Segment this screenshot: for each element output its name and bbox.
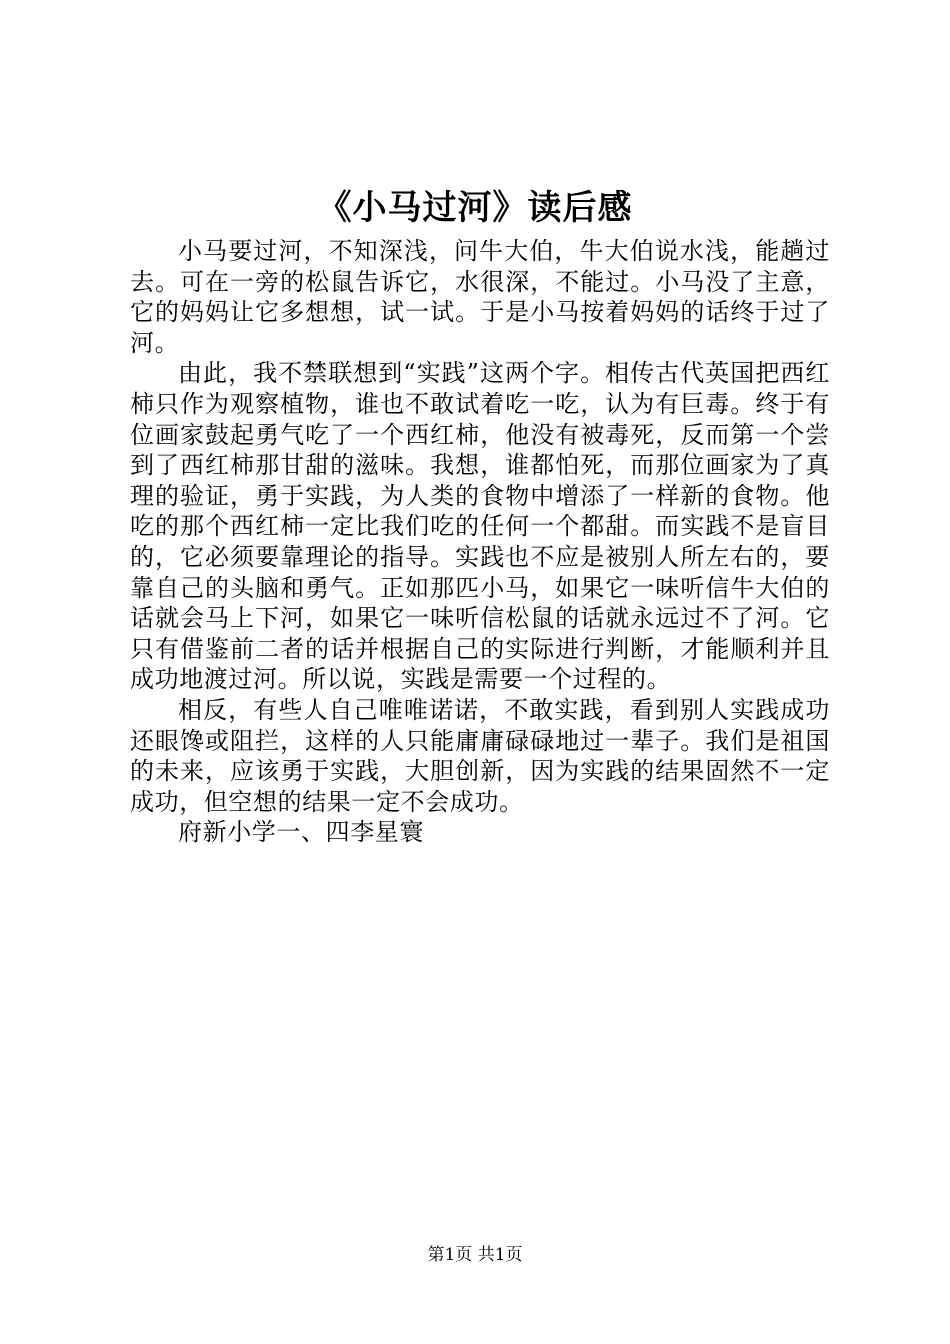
document-body (130, 236, 830, 848)
paragraph-1: 小马要过河，不知深浅，问牛大伯，牛大伯说水浅，能趟过去。可在一旁的松鼠告诉它，水很深，不能过。小马没了主意，它的妈妈让它多想想，试一试。于是小马按着妈妈的话终于过了河。 (130, 237, 830, 357)
paragraph-3: 相反，有些人自己唯唯诺诺，不敢实践，看到别人实践成功还眼馋或阻拦，这样的人只能庸庸碌碌地过一辈子。我们是祖国的未来，应该勇于实践，大胆创新，因为实践的结果固然不一定成功，但空想的结果一定不会成功。 (130, 695, 830, 816)
paragraph-2: 由此，我不禁联想到“实践”这两个字。相传古代英国把西红柿只作为观察植物，谁也不敢试着吃一吃，认为有巨毒。终于有位画家鼓起勇气吃了一个西红柿，他没有被毒死，反而第一个尝到了西红柿那甘甜的滋味。我想，谁都怕死，而那位画家为了真理的验证，勇于实践，为人类的食物中增添了一样新的食物。他吃的那个西红柿一定比我们吃的任何一个都甜。而实践不是盲目的，它必须要靠理论的指导。实践也不应是被别人所左右的，要靠自己的头脑和勇气。正如那匹小马，如果它一味听信牛大伯的话就会马上下河，如果它一味听信松鼠的话就永远过不了河。它只有借鉴前二者的话并根据自己的实际进行判断，才能顺利并且成功地渡过河。所以说，实践是需要一个过程的。 (130, 359, 830, 694)
document-title: 《小马过河》读后感 (317, 188, 633, 228)
author-signature: 府新小学一、四李星寰 (178, 818, 424, 847)
page-footer: 第1页 共1页 (427, 1245, 523, 1265)
